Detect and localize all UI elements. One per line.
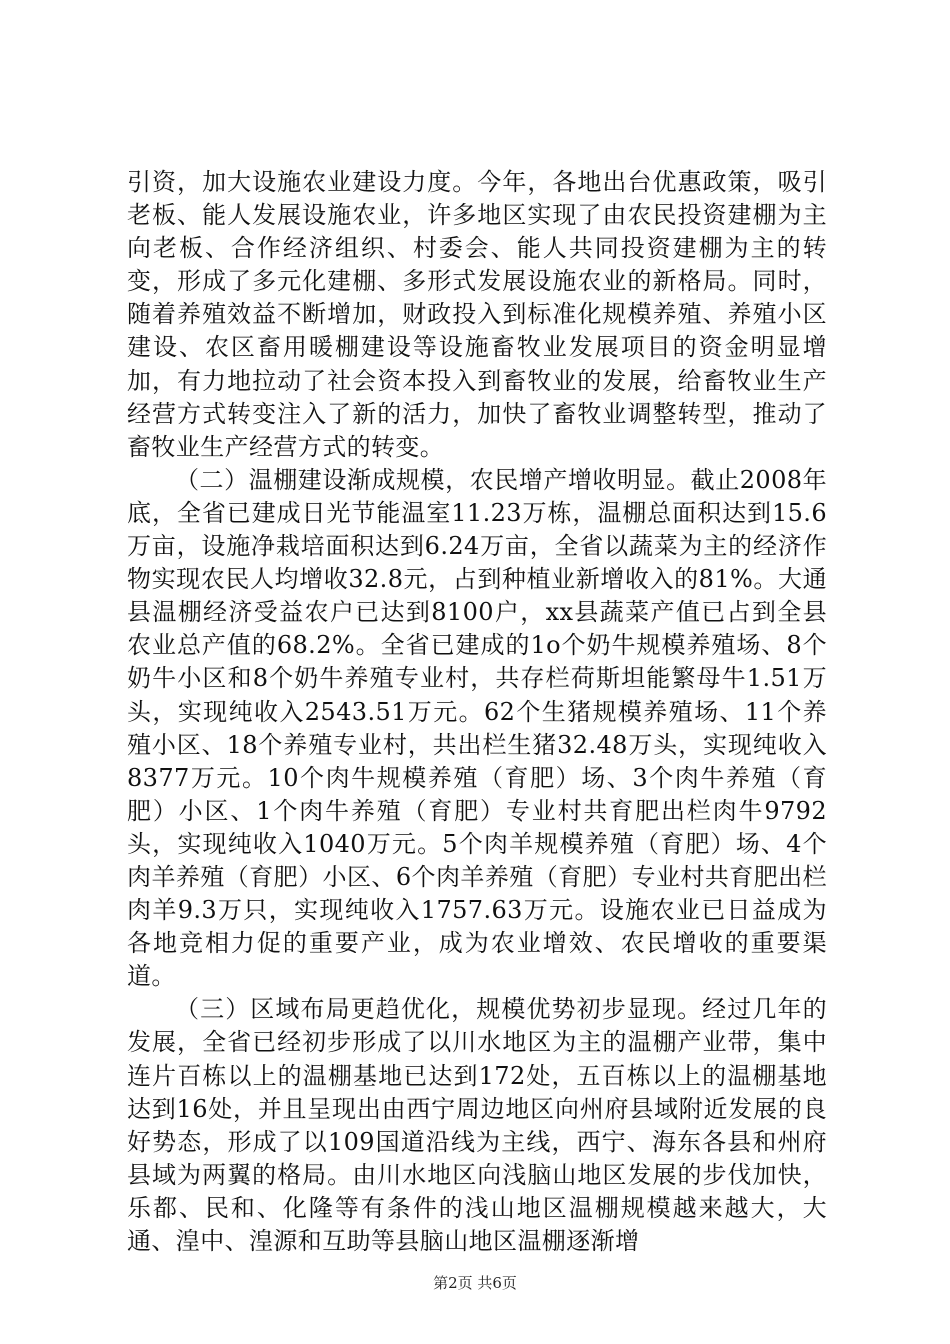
paragraph-section-3: （三）区域布局更趋优化，规模优势初步显现。经过几年的发展，全省已经初步形成了以川水地区为主的温棚产业带，集中连片百栋以上的温棚基地已达到172处，五百栋以上的温棚基地达到16处，并且呈现出由西宁周边地区向州府县域附近发展的良好势态，形成了以109国道沿线为主线，西宁、海东各县和州府县域为两翼的格局。由川水地区向浅脑山地区发展的步伐加快，乐都、民和、化隆等有条件的浅山地区温棚规模越来越大，大通、湟中、湟源和互助等县脑山地区温棚逐渐增 xyxy=(127,995,827,1255)
paragraph-section-2: （二）温棚建设渐成规模，农民增产增收明显。截止2008年底，全省已建成日光节能温室11.23万栋，温棚总面积达到15.6万亩，设施净栽培面积达到6.24万亩，全省以蔬菜为主的经济作物实现农民人均增收32.8元，占到种植业新增收入的81%。大通县温棚经济受益农户已达到8100户，xx县蔬菜产值已占到全县农业总产值的68.2%。全省已建成的1o个奶牛规模养殖场、8个奶牛小区和8个奶牛养殖专业村，共存栏荷斯坦能繁母牛1.51万头，实现纯收入2543.51万元。62个生猪规模养殖场、11个养殖小区、18个养殖专业村，共出栏生猪32.48万头，实现纯收入8377万元。10个肉牛规模养殖（育肥）场、3个肉牛养殖（育肥）小区、1个肉牛养殖（育肥）专业村共育肥出栏肉牛9792头，实现纯收入1040万元。5个肉羊规模养殖（育肥）场、4个肉羊养殖（育肥）小区、6个肉羊养殖（育肥）专业村共育肥出栏肉羊9.3万只，实现纯收入1757.63万元。设施农业已日益成为各地竞相力促的重要产业，成为农业增效、农民增收的重要渠道。 xyxy=(127,465,827,991)
paragraph-intro: 引资，加大设施农业建设力度。今年，各地出台优惠政策，吸引老板、能人发展设施农业，许多地区实现了由农民投资建棚为主向老板、合作经济组织、村委会、能人共同投资建棚为主的转变，形成了多元化建棚、多形式发展设施农业的新格局。同时，随着养殖效益不断增加，财政投入到标准化规模养殖、养殖小区建设、农区畜用暖棚建设等设施畜牧业发展项目的资金明显增加，有力地拉动了社会资本投入到畜牧业的发展，给畜牧业生产经营方式转变注入了新的活力，加快了畜牧业调整转型，推动了畜牧业生产经营方式的转变。 xyxy=(127,168,827,461)
page-footer: 第2页 共6页 xyxy=(433,1274,517,1292)
document-body xyxy=(127,166,827,1258)
